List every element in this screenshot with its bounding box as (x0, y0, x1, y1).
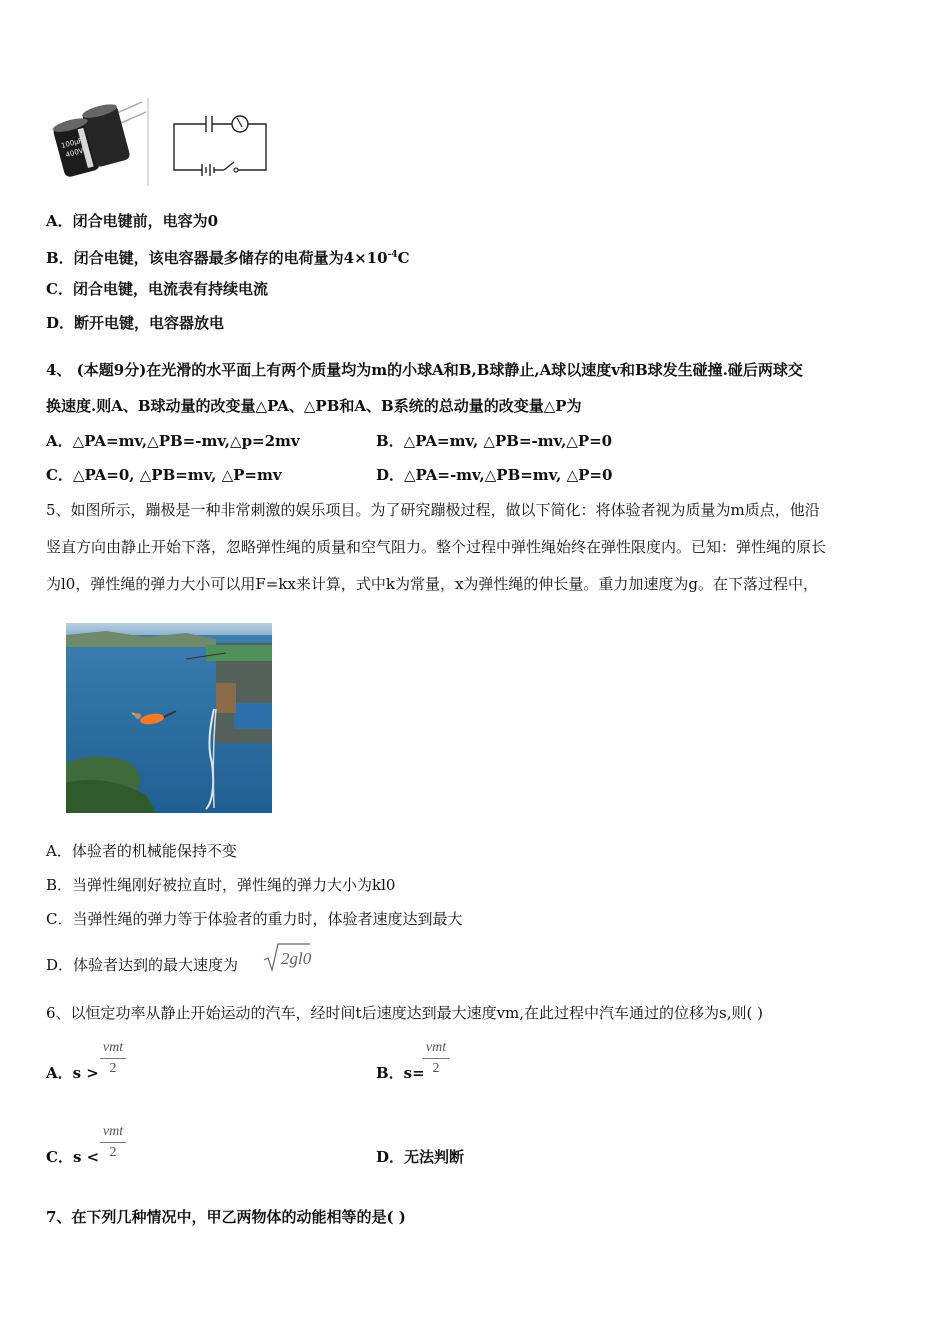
q4-option-c: C．△PA=0, △PB=mv, △P=mv (46, 466, 282, 484)
q4-option-b: B．△PA=mv, △PB=-mv,△P=0 (376, 432, 613, 450)
q6-stem: 6、以恒定功率从静止开始运动的汽车，经时间t后速度达到最大速度vm,在此过程中汽车通过的位移为s,则( ) (46, 1004, 763, 1022)
fraction-bar (423, 1058, 449, 1059)
q4-stem-line2: 换速度.则A、B球动量的改变量△PA、△PB和A、B系统的总动量的改变量△P为 (46, 397, 582, 415)
q5-stem-line2: 竖直方向由静止开始下落，忽略弹性绳的质量和空气阻力。整个过程中弹性绳始终在弹性限度内。已知：弹性绳的原长 (46, 538, 827, 556)
q4-option-a: A．△PA=mv,△PB=-mv,△p=2mv (46, 432, 300, 450)
fraction-numerator: vmt (102, 1040, 124, 1055)
q6-option-a-fraction (100, 1040, 126, 1077)
fraction-numerator: vmt (425, 1040, 447, 1055)
q5-option-d: D．体验者达到的最大速度为 (46, 956, 239, 974)
fraction-bar (100, 1058, 126, 1059)
fraction-denominator: 2 (109, 1061, 117, 1076)
q6-option-c-fraction (100, 1124, 126, 1161)
q5-option-c: C．当弹性绳的弹力等于体验者的重力时，体验者速度达到最大 (46, 910, 463, 928)
q3-option-a: A．闭合电键前，电容为0 (46, 212, 219, 230)
sqrt-formula-text: 2gl0 (281, 949, 312, 968)
capacitor-photo (44, 98, 150, 186)
capacitor-label-2: 400V (64, 146, 85, 160)
q6-option-c: C．s < (46, 1148, 100, 1166)
q4-option-d: D．△PA=-mv,△PB=mv, △P=0 (376, 466, 613, 484)
fraction-numerator: vmt (102, 1124, 124, 1139)
fraction-denominator: 2 (432, 1061, 440, 1076)
q6-option-b-fraction (423, 1040, 449, 1077)
q5-option-b: B．当弹性绳刚好被拉直时，弹性绳的弹力大小为kl0 (46, 876, 396, 894)
q4-stem-line1: 4、 (本题9分)在光滑的水平面上有两个质量均为m的小球A和B,B球静止,A球以速度v和B球发生碰撞.碰后两球交 (46, 361, 803, 379)
q3-option-b (46, 245, 410, 268)
q3-option-b-text: B．闭合电键，该电容器最多储存的电荷量为4×10 (46, 249, 388, 267)
q6-option-a: A．s > (46, 1064, 99, 1082)
fraction-denominator: 2 (109, 1145, 117, 1160)
sqrt-formula (262, 942, 312, 972)
q3-option-b-exponent: -4 (387, 250, 398, 260)
q5-stem-line1: 5、如图所示，蹦极是一种非常刺激的娱乐项目。为了研究蹦极过程，做以下简化：将体验者视为质量为m质点，他沿 (46, 501, 820, 519)
capacitor-label-1: 100μF (60, 136, 84, 151)
q3-option-b-unit: C (397, 249, 410, 267)
circuit-diagram (170, 112, 270, 176)
q3-option-c: C．闭合电键，电流表有持续电流 (46, 280, 268, 298)
q5-option-a: A．体验者的机械能保持不变 (46, 842, 237, 860)
q6-option-b: B．s= (376, 1064, 425, 1082)
q5-stem-line3: 为l0，弹性绳的弹力大小可以用F=kx来计算，式中k为常量，x为弹性绳的伸长量。重力加速度为g。在下落过程中， (46, 575, 819, 593)
bungee-jump-photo (66, 623, 272, 813)
q6-option-d: D．无法判断 (376, 1148, 465, 1166)
fraction-bar (100, 1142, 126, 1143)
q3-option-d: D．断开电键，电容器放电 (46, 314, 225, 332)
q7-stem: 7、在下列几种情况中，甲乙两物体的动能相等的是( ) (46, 1208, 406, 1226)
